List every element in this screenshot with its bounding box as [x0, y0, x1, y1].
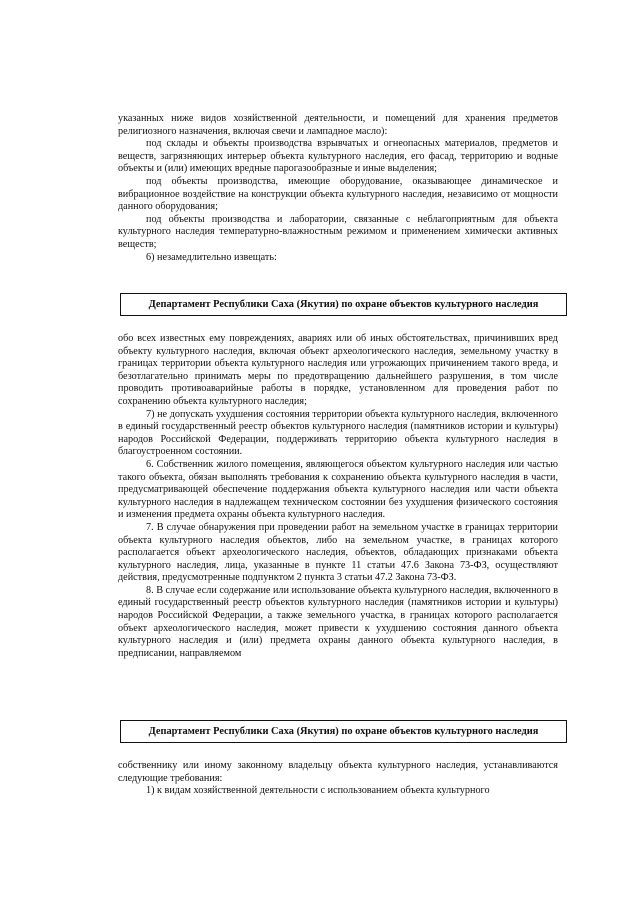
paragraph: 8. В случае если содержание или использование объекта культурного наследия, включенного в единый государственный реестр объектов культурного наследия (памятников истории и культуры) народов Российской Федерации, а также земельного участка, в границах которого располагается объект археологического наследия, может привести к ухудшению состояния данного объекта культурного наследия и (или) предмета охраны данного объекта культурного наследия, в предписании, направляемом [118, 584, 558, 659]
paragraph: 7) не допускать ухудшения состояния территории объекта культурного наследия, включенного в единый государственный реестр объектов культурного наследия (памятников истории и культуры) народов Российской Федерации, поддерживать территорию объекта культурного наследия в благоустроенном состоянии. [118, 408, 558, 458]
paragraph: 1) к видам хозяйственной деятельности с использованием объекта культурного [146, 785, 490, 797]
paragraph: 6) незамедлительно извещать: [146, 251, 277, 263]
paragraph: 6. Собственник жилого помещения, являющегося объектом культурного наследия или частью такого объекта, обязан выполнять требования к сохранению объекта культурного наследия в части, предусматривающей обеспечение поддержания объекта культурного наследия или части объекта культурного наследия в надлежащем техническом состоянии без ухудшения физического состояния и изменения предмета охраны объекта культурного наследия. [118, 458, 558, 521]
paragraph: обо всех известных ему повреждениях, авариях или об иных обстоятельствах, причинивших вред объекту культурного наследия, включая объект археологического наследия, земельному участку в границах территории объекта культурного наследия или угрожающих причинением такого вреда, и безотлагательно принимать меры по предотвращению дальнейшего разрушения, в том числе проводить противоаварийные работы в порядке, установленном для проведения работ по сохранению объекта культурного наследия; [118, 333, 558, 407]
text-block-2 [118, 333, 558, 660]
department-header-1: Департамент Республики Саха (Якутия) по охране объектов культурного наследия [120, 293, 567, 316]
paragraph: под склады и объекты производства взрывчатых и огнеопасных материалов, предметов и веществ, загрязняющих интерьер объекта культурного наследия, его фасад, территорию и водные объекты и (или) имеющих вредные парогазообразные и иные выделения; [118, 138, 558, 175]
paragraph: указанных ниже видов хозяйственной деятельности, и помещений для хранения предметов религиозного назначения, включая свечи и лампадное масло): [118, 113, 558, 137]
department-header-2: Департамент Республики Саха (Якутия) по охране объектов культурного наследия [120, 720, 567, 743]
text-block-3 [118, 760, 558, 798]
paragraph: собственнику или иному законному владельцу объекта культурного наследия, устанавливаются следующие требования: [118, 760, 558, 784]
text-block-1 [118, 113, 558, 264]
paragraph: под объекты производства и лаборатории, связанные с неблагоприятным для объекта культурного наследия температурно-влажностным режимом и применением химически активных веществ; [118, 213, 558, 250]
paragraph: 7. В случае обнаружения при проведении работ на земельном участке в границах территории объекта культурного наследия объектов, либо на земельном участке, в границах которого располагается объект археологического наследия, объектов, обладающих признаками объекта культурного наследия, лица, указанные в пункте 11 статьи 47.6 Закона 73-ФЗ, осуществляют действия, предусмотренные подпунктом 2 пункта 3 статьи 47.2 Закона 73-ФЗ. [118, 521, 558, 584]
paragraph: под объекты производства, имеющие оборудование, оказывающее динамическое и вибрационное воздействие на конструкции объекта культурного наследия, независимо от мощности данного оборудования; [118, 175, 558, 213]
